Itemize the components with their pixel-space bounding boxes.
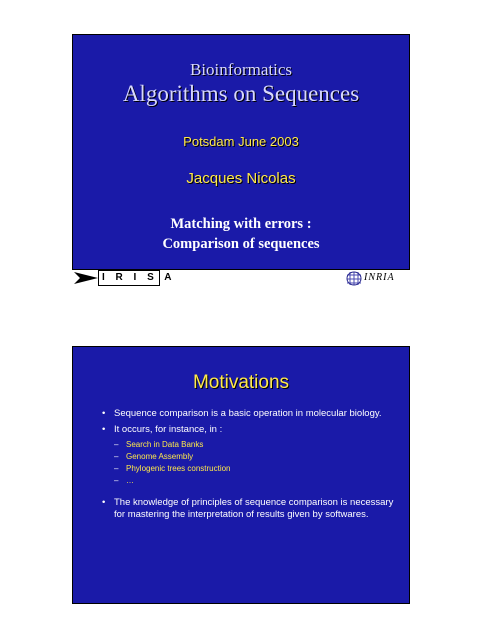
- bullet-item: [102, 424, 397, 436]
- slide-1-topic-line2: Comparison of sequences: [162, 236, 320, 252]
- sub-list-item: [102, 463, 397, 475]
- dash-glyph: –: [114, 440, 119, 449]
- sub-list-text: Search in Data Banks: [126, 440, 204, 449]
- slide-1-subtitle: Potsdam June 2003: [183, 134, 299, 149]
- sub-list-item: [102, 439, 397, 451]
- bullet-glyph: •: [102, 408, 106, 419]
- bullet-item: [102, 408, 397, 420]
- dash-glyph: –: [114, 452, 119, 461]
- slide-1-topic-line1: Matching with errors :: [170, 216, 312, 232]
- slide-2: [72, 346, 410, 604]
- inria-logo: [346, 271, 408, 286]
- slide-1-title-line2: Algorithms on Sequences: [122, 81, 360, 106]
- bullet-glyph: •: [102, 423, 106, 435]
- irisa-arrow-icon: [74, 272, 98, 284]
- dash-glyph: –: [114, 476, 119, 485]
- sub-list-item: [102, 451, 397, 463]
- bullet-text: Sequence comparison is a basic operation in molecular biology.: [114, 408, 382, 419]
- bullet-text: The knowledge of principles of sequence comparison is necessary for mastering the interpretation of results given by softwares.: [114, 497, 394, 520]
- inria-logo-text: INRIA: [364, 272, 395, 283]
- spacer: [102, 487, 397, 497]
- inria-globe-icon: [346, 271, 362, 286]
- sub-list-text: Phylogenic trees construction: [126, 464, 231, 473]
- slide-2-title: Motivations: [192, 372, 290, 393]
- slide-1-footer: [72, 269, 410, 287]
- sub-list-text: Genome Assembly: [126, 452, 194, 461]
- bullet-glyph: •: [102, 497, 106, 508]
- slide-1: [72, 34, 410, 287]
- slide-1-title-line1: Bioinformatics: [190, 60, 292, 79]
- bullet-item: [102, 497, 397, 520]
- irisa-logo: I R I S A: [102, 272, 176, 283]
- dash-glyph: –: [114, 464, 119, 473]
- sub-list-item: [102, 475, 397, 487]
- sub-list-text: …: [126, 476, 134, 485]
- bullet-text: It occurs, for instance, in :: [114, 423, 223, 435]
- slide-1-author: Jacques Nicolas: [186, 170, 296, 187]
- slide-2-content: [102, 408, 397, 524]
